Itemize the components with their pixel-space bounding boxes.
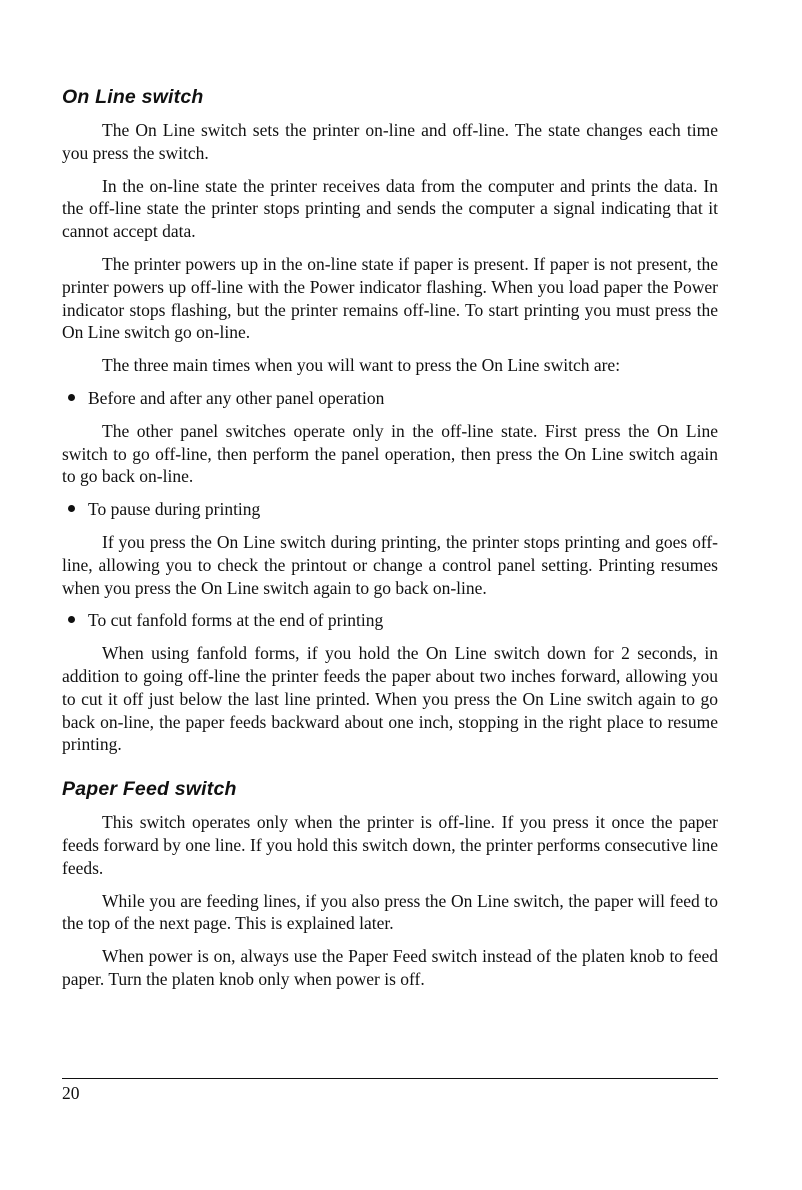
bullet-text: To pause during printing — [88, 499, 261, 520]
page-footer — [62, 1078, 718, 1104]
paragraph: The On Line switch sets the printer on-line and off-line. The state changes each time you press the switch. — [62, 120, 718, 163]
paragraph: When power is on, always use the Paper Feed switch instead of the platen knob to feed paper. Turn the platen knob only when power is off. — [62, 946, 718, 989]
paragraph: If you press the On Line switch during printing, the printer stops printing and goes off-line, allowing you to check the printout or change a control panel setting. Printing resumes when you press the On Line switch again to go back on-line. — [62, 531, 718, 598]
bullet-item — [62, 609, 718, 632]
bullet-text: Before and after any other panel operation — [88, 387, 385, 408]
bullet-dot-icon — [68, 616, 75, 623]
bullet-item — [62, 498, 718, 521]
bullet-dot-icon — [68, 394, 75, 401]
paragraph: When using fanfold forms, if you hold the On Line switch down for 2 seconds, in addition to going off-line the printer feeds the paper about two inches forward, allowing you to cut it off just below the last line printed. When you press the On Line switch again to go back on-line, the paper feeds backward about one inch, stopping in the right place to resume printing. — [62, 643, 718, 755]
paragraph: While you are feeding lines, if you also press the On Line switch, the paper will feed to the top of the next page. This is explained later. — [62, 890, 718, 934]
paragraph: The printer powers up in the on-line state if paper is present. If paper is not present, the printer powers up off-line with the Power indicator flashing. When you load paper the Power indicator stops flashing, but the printer remains off-line. To start printing you must press the On Line switch go on-line. — [62, 253, 718, 343]
page-content — [62, 86, 718, 1001]
paragraph: In the on-line state the printer receives data from the computer and prints the data. In the off-line state the printer stops printing and sends the computer a signal indicating that it cannot accept data. — [62, 175, 718, 242]
page-number: 20 — [62, 1083, 80, 1103]
paragraph: The other panel switches operate only in the off-line state. First press the On Line switch to go off-line, then perform the panel operation, then press the On Line switch again to go back on-line. — [62, 420, 718, 487]
bullet-dot-icon — [68, 505, 75, 512]
footer-rule — [62, 1078, 718, 1079]
bullet-text: To cut fanfold forms at the end of printing — [88, 610, 384, 631]
paragraph: This switch operates only when the printer is off-line. If you press it once the paper feeds forward by one line. If you hold this switch down, the printer performs consecutive line feeds. — [62, 812, 718, 878]
section-heading-online-switch: On Line switch — [62, 86, 204, 108]
section-heading-paper-feed-switch: Paper Feed switch — [62, 778, 237, 801]
bullet-item — [62, 387, 718, 410]
paragraph: The three main times when you will want to press the On Line switch are: — [102, 355, 621, 376]
